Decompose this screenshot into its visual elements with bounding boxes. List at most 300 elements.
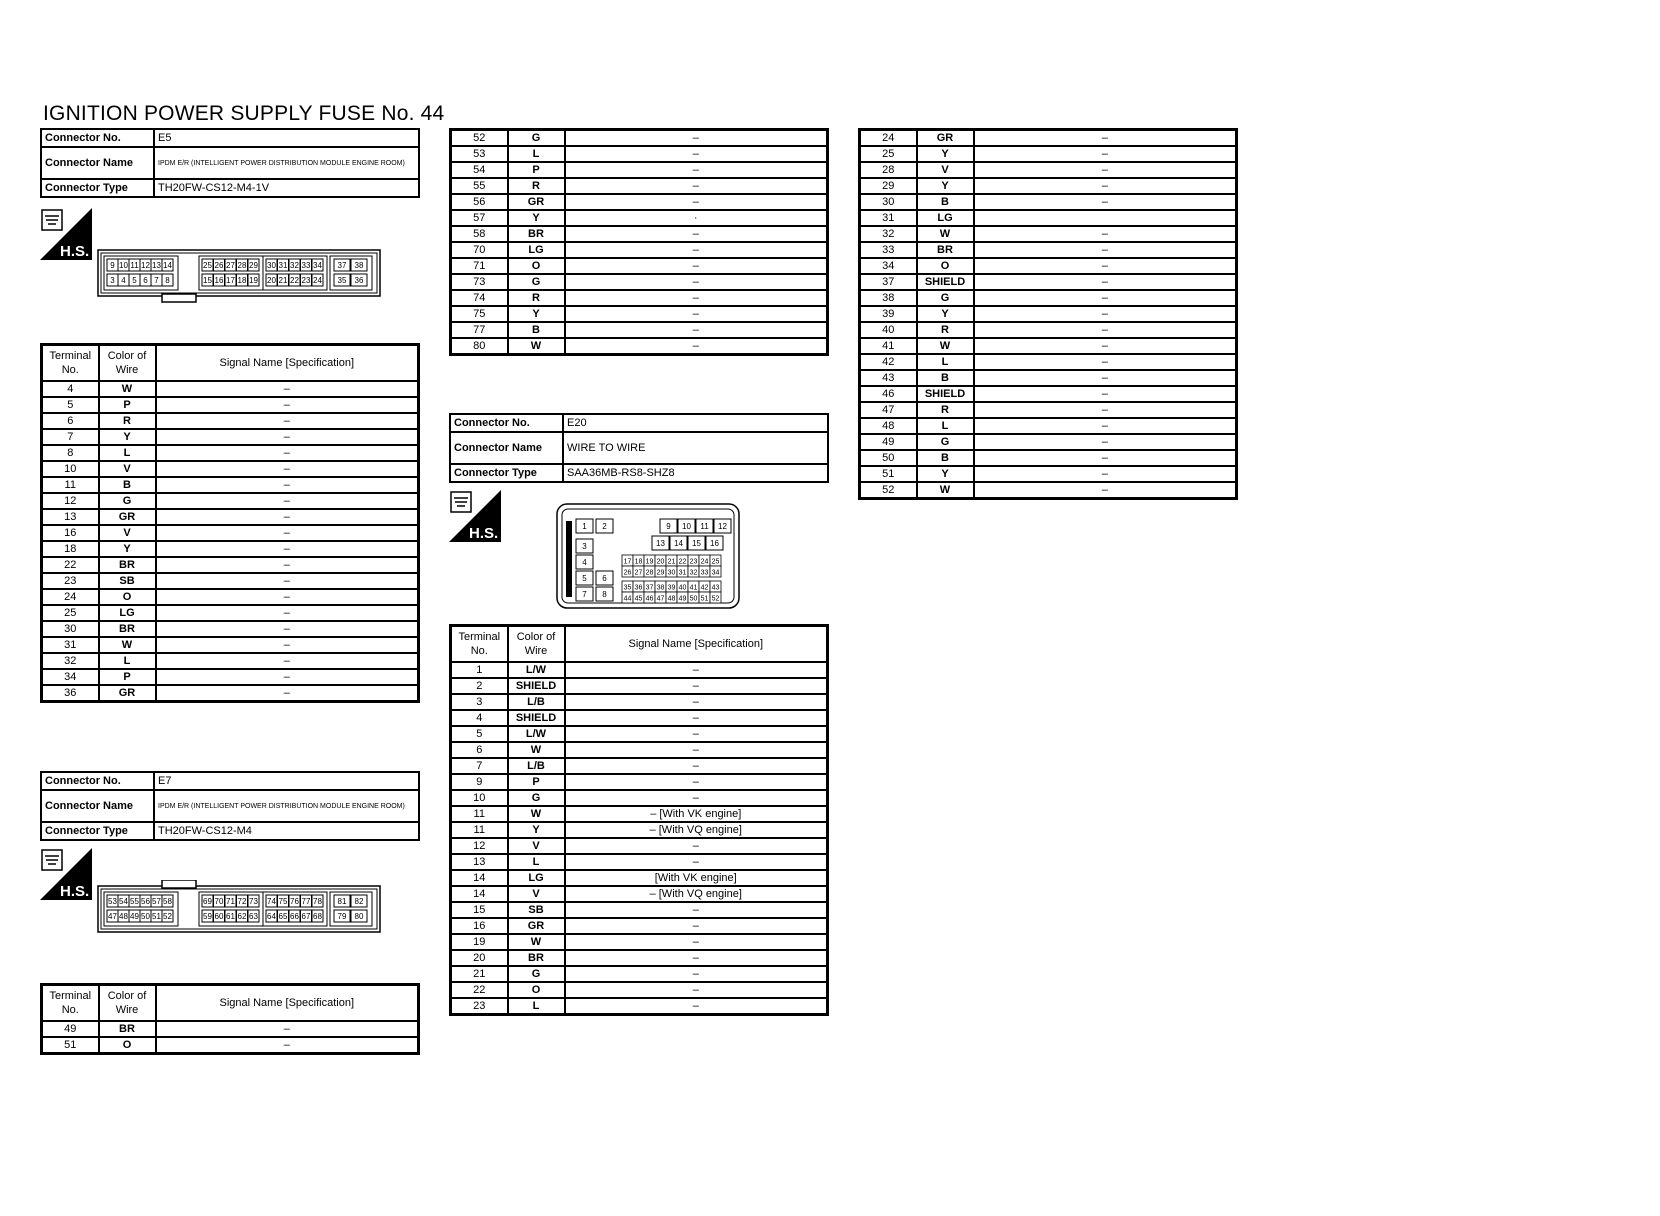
terminal-no-cell: 34 <box>42 669 99 685</box>
table-row <box>860 146 1237 162</box>
pin-number: 22 <box>678 558 687 566</box>
table-row <box>860 482 1237 499</box>
wire-color-cell: LG <box>508 242 565 258</box>
pin-number: 71 <box>226 897 235 906</box>
terminal-no-cell: 14 <box>451 886 508 902</box>
wire-color-cell: L <box>508 998 565 1015</box>
terminal-no-cell: 28 <box>860 162 917 178</box>
connector-no-label: Connector No. <box>41 772 154 790</box>
signal-name-cell: – <box>565 130 828 147</box>
table-row <box>451 838 828 854</box>
pin-number: 50 <box>141 912 150 921</box>
pin-number: 1 <box>582 522 587 531</box>
signal-name-cell: – <box>565 694 828 710</box>
signal-name-cell: – <box>974 386 1237 402</box>
terminal-no-cell: 7 <box>42 429 99 445</box>
pin-number: 16 <box>710 539 719 548</box>
wire-color-cell: V <box>917 162 974 178</box>
table-row <box>451 162 828 178</box>
pin-number: 62 <box>237 912 247 921</box>
signal-name-cell: – <box>565 982 828 998</box>
wire-color-cell: O <box>508 982 565 998</box>
pin-number: 40 <box>678 584 687 592</box>
table-row <box>451 854 828 870</box>
signal-name-cell: – <box>974 306 1237 322</box>
signal-name-cell: – <box>974 482 1237 499</box>
table-row <box>42 557 419 573</box>
terminal-no-cell: 73 <box>451 274 508 290</box>
terminal-no-cell: 54 <box>451 162 508 178</box>
pin-number: 82 <box>354 897 364 906</box>
pin-number: 63 <box>249 912 258 921</box>
pin-number: 68 <box>313 912 322 921</box>
pin-number: 30 <box>667 569 676 577</box>
pin-number: 78 <box>313 897 322 906</box>
pin-number: 31 <box>678 569 687 577</box>
wire-color-cell: SHIELD <box>917 274 974 290</box>
pin-number: 56 <box>141 897 150 906</box>
terminal-no-cell: 55 <box>451 178 508 194</box>
wire-color-cell: L <box>99 445 156 461</box>
wire-color-cell: L/W <box>508 662 565 678</box>
pin-number: 51 <box>700 595 709 603</box>
terminal-no-cell: 42 <box>860 354 917 370</box>
pin-number: 81 <box>337 897 347 906</box>
signal-name-cell: – <box>156 685 419 702</box>
e20-terminal-table-continued <box>858 128 1238 500</box>
table-row <box>42 685 419 702</box>
wire-color-cell: LG <box>917 210 974 226</box>
signal-name-cell: – <box>156 413 419 429</box>
signal-name-cell: – [With VK engine] <box>565 806 828 822</box>
pin-number: 8 <box>602 590 607 599</box>
table-row <box>860 162 1237 178</box>
pin-number: 75 <box>278 897 288 906</box>
terminal-no-cell: 2 <box>451 678 508 694</box>
pin-number: 25 <box>203 261 212 270</box>
wire-color-cell: W <box>99 637 156 653</box>
terminal-no-cell: 48 <box>860 418 917 434</box>
terminal-no-cell: 10 <box>42 461 99 477</box>
connector-type-label: Connector Type <box>450 464 563 482</box>
wire-color-cell: P <box>99 397 156 413</box>
pin-number: 19 <box>249 276 258 285</box>
terminal-no-cell: 80 <box>451 338 508 355</box>
signal-name-cell: – <box>565 966 828 982</box>
table-row <box>860 322 1237 338</box>
table-row <box>451 934 828 950</box>
pin-number: 7 <box>582 590 587 599</box>
pin-number: 17 <box>226 276 235 285</box>
table-row <box>860 370 1237 386</box>
wire-color-cell: P <box>99 669 156 685</box>
table-row <box>451 210 828 226</box>
wire-color-cell: W <box>917 482 974 499</box>
pin-number: 15 <box>692 539 701 548</box>
terminal-no-cell: 15 <box>451 902 508 918</box>
terminal-no-cell: 39 <box>860 306 917 322</box>
wire-color-cell: R <box>917 402 974 418</box>
table-row <box>451 242 828 258</box>
signal-name-cell: – <box>974 130 1237 147</box>
terminal-no-cell: 51 <box>860 466 917 482</box>
connector-name-value: IPDM E/R (INTELLIGENT POWER DISTRIBUTION MODULE ENGINE ROOM) <box>154 790 419 822</box>
pin-number: 5 <box>132 276 137 285</box>
terminal-no-cell: 51 <box>42 1037 99 1054</box>
pin-number: 14 <box>674 539 683 548</box>
wire-color-cell: Y <box>99 541 156 557</box>
terminal-no-header: Terminal No. <box>42 985 99 1022</box>
signal-name-cell: [With VK engine] <box>565 870 828 886</box>
wire-color-cell: GR <box>508 194 565 210</box>
pin-number: 8 <box>165 276 170 285</box>
connector-type-label: Connector Type <box>41 822 154 840</box>
wire-color-cell: G <box>99 493 156 509</box>
color-of-wire-header: Color of Wire <box>99 985 156 1022</box>
wire-color-cell: O <box>508 258 565 274</box>
pin-number: 70 <box>214 897 224 906</box>
color-of-wire-header: Color of Wire <box>508 626 565 663</box>
terminal-no-header: Terminal No. <box>451 626 508 663</box>
terminal-no-cell: 74 <box>451 290 508 306</box>
connector-name-label: Connector Name <box>450 432 563 464</box>
connector-type-value: TH20FW-CS12-M4 <box>154 822 419 840</box>
wire-color-cell: Y <box>508 210 565 226</box>
wire-color-cell: Y <box>917 178 974 194</box>
wire-color-cell: W <box>508 742 565 758</box>
terminal-no-cell: 77 <box>451 322 508 338</box>
table-row <box>451 742 828 758</box>
signal-name-cell: – <box>156 605 419 621</box>
pin-number: 4 <box>582 558 587 567</box>
terminal-no-cell: 14 <box>451 870 508 886</box>
signal-name-cell: – <box>974 146 1237 162</box>
pin-number: 42 <box>700 584 709 592</box>
table-row <box>451 950 828 966</box>
signal-name-cell: – <box>156 1021 419 1037</box>
wire-color-cell: O <box>917 258 974 274</box>
signal-name-cell: – <box>565 918 828 934</box>
signal-name-cell: – <box>156 461 419 477</box>
pin-number: 30 <box>267 261 276 270</box>
pin-number: 43 <box>711 584 720 592</box>
pin-number: 22 <box>290 276 299 285</box>
connector-no-label: Connector No. <box>41 129 154 147</box>
terminal-no-cell: 21 <box>451 966 508 982</box>
pin-number: 54 <box>119 897 128 906</box>
signal-name-cell: – [With VQ engine] <box>565 886 828 902</box>
terminal-no-cell: 10 <box>451 790 508 806</box>
table-row <box>451 790 828 806</box>
terminal-no-cell: 6 <box>42 413 99 429</box>
pin-number: 49 <box>678 595 687 603</box>
wire-color-cell: GR <box>99 685 156 702</box>
pin-number: 27 <box>634 569 643 577</box>
signal-name-cell: – <box>974 466 1237 482</box>
connector-name-label: Connector Name <box>41 790 154 822</box>
terminal-no-cell: 16 <box>42 525 99 541</box>
terminal-no-cell: 47 <box>860 402 917 418</box>
pin-number: 45 <box>634 595 643 603</box>
terminal-no-cell: 24 <box>860 130 917 147</box>
terminal-no-cell: 18 <box>42 541 99 557</box>
wire-color-cell: L <box>508 146 565 162</box>
signal-name-cell: – <box>974 162 1237 178</box>
pin-number: 35 <box>623 584 632 592</box>
pin-number: 3 <box>110 276 115 285</box>
pin-number: 6 <box>602 574 607 583</box>
pin-number: 7 <box>154 276 159 285</box>
wire-color-cell: V <box>99 525 156 541</box>
signal-name-cell: – <box>974 418 1237 434</box>
pin-number: 79 <box>337 912 347 921</box>
signal-name-cell: – <box>974 258 1237 274</box>
signal-name-cell: – <box>974 450 1237 466</box>
terminal-no-cell: 50 <box>860 450 917 466</box>
signal-name-cell: – <box>565 306 828 322</box>
wire-color-cell: R <box>99 413 156 429</box>
wire-color-cell: BR <box>99 557 156 573</box>
pin-number: 48 <box>667 595 676 603</box>
wire-color-cell: G <box>508 130 565 147</box>
terminal-no-cell: 5 <box>42 397 99 413</box>
pin-number: 28 <box>645 569 654 577</box>
pin-number: 69 <box>203 897 212 906</box>
signal-name-cell: – <box>565 678 828 694</box>
signal-name-cell: – <box>156 397 419 413</box>
signal-name-cell: – <box>156 509 419 525</box>
table-row <box>860 466 1237 482</box>
terminal-no-cell: 8 <box>42 445 99 461</box>
table-row <box>451 178 828 194</box>
terminal-no-cell: 12 <box>42 493 99 509</box>
wire-color-cell: P <box>508 774 565 790</box>
terminal-no-cell: 25 <box>860 146 917 162</box>
wire-color-cell: SHIELD <box>508 710 565 726</box>
table-row <box>451 806 828 822</box>
terminal-no-cell: 22 <box>451 982 508 998</box>
pin-number: 33 <box>301 261 311 270</box>
signal-name-cell: – <box>565 194 828 210</box>
pin-number: 19 <box>645 558 654 566</box>
harness-side-icon <box>40 208 92 260</box>
terminal-no-cell: 49 <box>860 434 917 450</box>
table-row <box>860 274 1237 290</box>
table-row <box>451 678 828 694</box>
pin-number: 15 <box>203 276 212 285</box>
wire-color-cell: W <box>917 226 974 242</box>
pin-number: 26 <box>623 569 632 577</box>
e7-terminal-table-continued <box>449 128 829 356</box>
terminal-no-cell: 13 <box>42 509 99 525</box>
pin-number: 38 <box>656 584 665 592</box>
terminal-no-cell: 7 <box>451 758 508 774</box>
terminal-no-cell: 52 <box>860 482 917 499</box>
pin-number: 28 <box>237 261 247 270</box>
signal-name-cell: – <box>565 950 828 966</box>
pin-number: 26 <box>214 261 224 270</box>
signal-name-cell: – <box>974 370 1237 386</box>
table-row <box>860 130 1237 147</box>
wire-color-cell: W <box>99 381 156 397</box>
table-row <box>42 653 419 669</box>
wire-color-cell: L/B <box>508 758 565 774</box>
wire-color-cell: V <box>508 886 565 902</box>
pin-number: 35 <box>337 276 347 285</box>
table-row <box>42 621 419 637</box>
signal-name-cell: – <box>565 258 828 274</box>
table-row <box>860 242 1237 258</box>
pin-number: 47 <box>656 595 665 603</box>
table-row <box>42 541 419 557</box>
signal-name-cell <box>974 210 1237 226</box>
table-row <box>451 710 828 726</box>
pin-number: 3 <box>582 542 587 551</box>
terminal-no-cell: 52 <box>451 130 508 147</box>
wire-color-cell: B <box>99 477 156 493</box>
wire-color-cell: G <box>508 966 565 982</box>
terminal-no-cell: 4 <box>451 710 508 726</box>
pin-number: 72 <box>237 897 247 906</box>
signal-name-cell: – <box>565 902 828 918</box>
signal-name-cell: – <box>565 726 828 742</box>
pin-number: 6 <box>143 276 148 285</box>
table-row <box>451 886 828 902</box>
terminal-no-cell: 22 <box>42 557 99 573</box>
wire-color-cell: B <box>917 450 974 466</box>
table-row <box>451 662 828 678</box>
wire-color-cell: BR <box>508 226 565 242</box>
table-row <box>42 573 419 589</box>
wire-color-cell: W <box>508 934 565 950</box>
terminal-no-cell: 13 <box>451 854 508 870</box>
pin-number: 52 <box>163 912 172 921</box>
terminal-no-cell: 71 <box>451 258 508 274</box>
wire-color-cell: SHIELD <box>917 386 974 402</box>
pin-number: 36 <box>634 584 643 592</box>
pin-number: 21 <box>278 276 288 285</box>
table-row <box>42 397 419 413</box>
table-row <box>451 194 828 210</box>
signal-name-cell: – <box>565 242 828 258</box>
wire-color-cell: SB <box>508 902 565 918</box>
signal-name-cell: – <box>565 274 828 290</box>
terminal-no-cell: 1 <box>451 662 508 678</box>
pin-number: 9 <box>110 261 115 270</box>
terminal-no-cell: 29 <box>860 178 917 194</box>
terminal-no-cell: 23 <box>42 573 99 589</box>
wire-color-cell: G <box>917 290 974 306</box>
signal-name-cell: – <box>156 541 419 557</box>
wire-color-cell: V <box>508 838 565 854</box>
signal-name-cell: – <box>565 178 828 194</box>
signal-name-cell: – <box>974 338 1237 354</box>
signal-name-cell: – <box>565 322 828 338</box>
table-row <box>451 902 828 918</box>
table-row <box>860 178 1237 194</box>
table-row <box>451 274 828 290</box>
pin-number: 67 <box>301 912 311 921</box>
e5-connector-info <box>40 128 420 198</box>
pin-number: 11 <box>700 522 709 531</box>
pin-number: 76 <box>290 897 299 906</box>
terminal-no-cell: 53 <box>451 146 508 162</box>
table-row <box>451 338 828 355</box>
signal-name-cell: – <box>974 274 1237 290</box>
signal-name-cell: – <box>565 290 828 306</box>
terminal-no-cell: 11 <box>451 806 508 822</box>
wire-color-cell: GR <box>917 130 974 147</box>
wire-color-cell: Y <box>917 146 974 162</box>
pin-number: 65 <box>278 912 288 921</box>
wire-color-cell: P <box>508 162 565 178</box>
signal-name-cell: – <box>565 162 828 178</box>
signal-name-cell: – <box>156 621 419 637</box>
connector-no-label: Connector No. <box>450 414 563 432</box>
pin-number: 29 <box>249 261 258 270</box>
table-row <box>451 870 828 886</box>
pin-number: 58 <box>163 897 172 906</box>
wire-color-cell: G <box>508 274 565 290</box>
table-row <box>860 338 1237 354</box>
pin-number: 16 <box>214 276 224 285</box>
table-row <box>451 258 828 274</box>
terminal-no-cell: 30 <box>860 194 917 210</box>
signal-name-cell: – <box>974 434 1237 450</box>
table-row <box>860 354 1237 370</box>
signal-name-cell: – <box>156 381 419 397</box>
table-row <box>860 210 1237 226</box>
table-row <box>451 726 828 742</box>
hs-label: H.S. <box>469 525 499 542</box>
wire-color-cell: L <box>99 653 156 669</box>
terminal-no-cell: 36 <box>42 685 99 702</box>
wire-color-cell: Y <box>508 822 565 838</box>
connector-type-value: TH20FW-CS12-M4-1V <box>154 179 419 197</box>
hs-label: H.S. <box>60 243 90 260</box>
terminal-no-cell: 70 <box>451 242 508 258</box>
wire-color-cell: O <box>99 1037 156 1054</box>
pin-number: 59 <box>203 912 212 921</box>
signal-name-cell: – <box>565 662 828 678</box>
terminal-no-cell: 9 <box>451 774 508 790</box>
terminal-no-cell: 23 <box>451 998 508 1015</box>
pin-number: 80 <box>354 912 364 921</box>
terminal-no-cell: 56 <box>451 194 508 210</box>
wire-color-cell: O <box>99 589 156 605</box>
table-row <box>860 434 1237 450</box>
e20-connector-info <box>449 413 829 483</box>
terminal-no-cell: 57 <box>451 210 508 226</box>
wire-color-cell: B <box>508 322 565 338</box>
signal-name-cell: – <box>156 477 419 493</box>
terminal-no-cell: 6 <box>451 742 508 758</box>
terminal-no-cell: 38 <box>860 290 917 306</box>
terminal-no-cell: 31 <box>42 637 99 653</box>
signal-name-cell: – <box>565 838 828 854</box>
terminal-no-cell: 11 <box>451 822 508 838</box>
wire-color-cell: L <box>917 418 974 434</box>
table-row <box>42 1037 419 1054</box>
signal-name-cell: · <box>565 210 828 226</box>
pin-number: 18 <box>237 276 247 285</box>
table-row <box>860 290 1237 306</box>
pin-number: 2 <box>602 522 607 531</box>
terminal-no-cell: 4 <box>42 381 99 397</box>
e5-connector-face-diagram <box>96 244 382 306</box>
pin-number: 47 <box>108 912 117 921</box>
wire-color-cell: V <box>99 461 156 477</box>
